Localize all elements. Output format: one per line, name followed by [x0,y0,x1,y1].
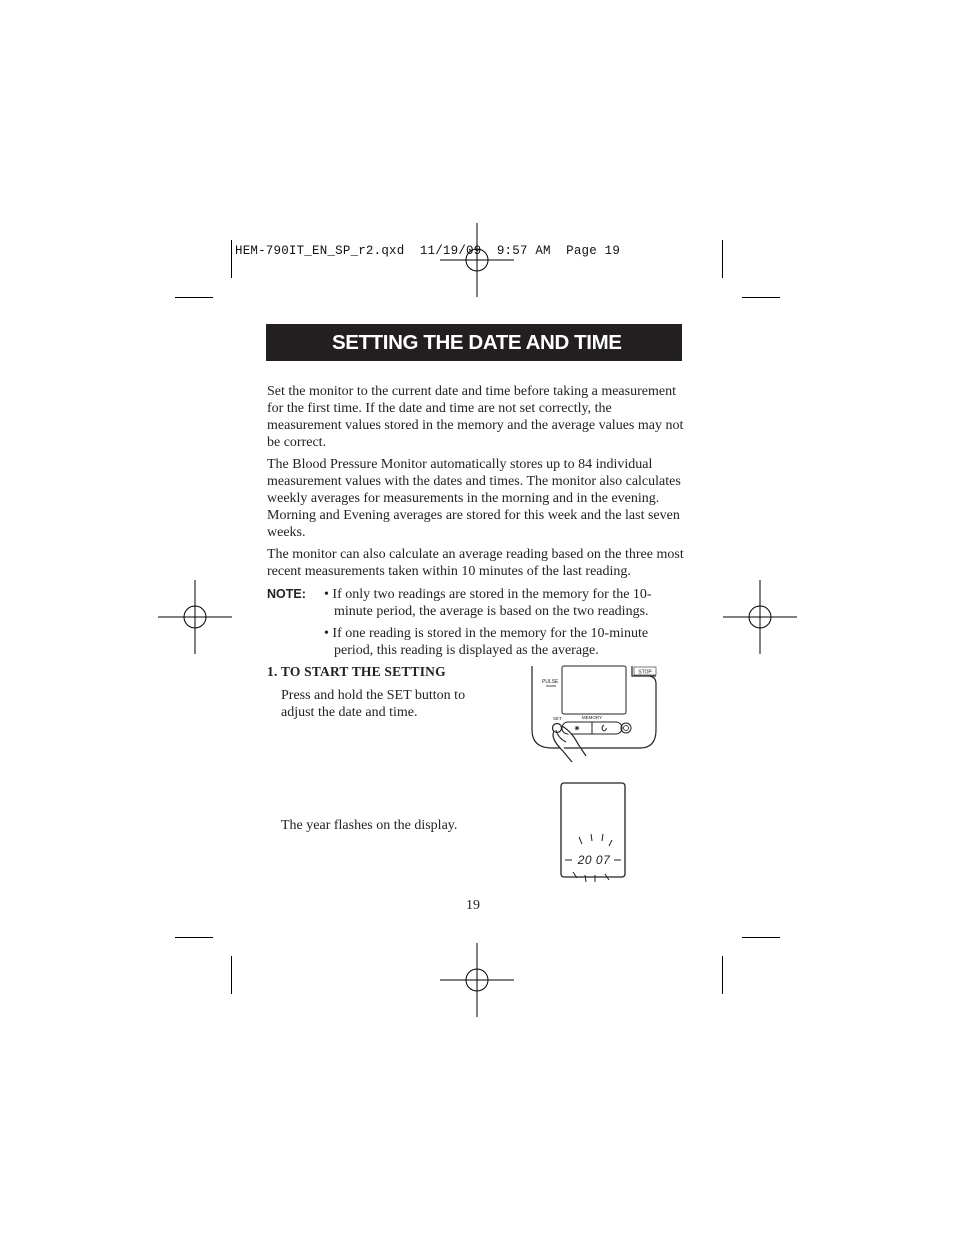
step-result: The year flashes on the display. [281,818,458,833]
registration-mark-icon [723,580,797,654]
section-title: SETTING THE DATE AND TIME [332,331,622,354]
page-number: 19 [466,898,480,913]
year-digits: 20 07 [577,853,611,867]
registration-mark-icon [158,580,232,654]
section-title-bar [266,324,682,361]
crop-mark [742,937,780,938]
step-heading: 1. TO START THE SETTING [267,664,446,679]
lcd-year-display-illustration [559,782,627,886]
crop-mark [742,297,780,298]
print-slug-line: HEM-790IT_EN_SP_r2.qxd 11/19/09 9:57 AM Page 19 [235,244,621,258]
pulse-label: PULSE [542,679,559,685]
crop-mark [175,297,213,298]
storage-paragraph: The Blood Pressure Monitor automatically stores up to 84 individual measurement values with the dates and times. The monitor also calculates weekly averages for measurements in the morning and in the evening. Morning and Evening averages are stored for this week and the last seven weeks. [267,457,681,540]
step-instruction: Press and hold the SET button to adjust the date and time. [281,688,466,720]
registration-mark-icon [440,943,514,1017]
crop-mark [231,240,232,278]
monitor-set-button-illustration [528,664,660,768]
registration-mark-icon [440,223,514,297]
svg-text:✷: ✷ [573,724,581,733]
note-bullet: • If one reading is stored in the memory for the 10-minute period, this reading is displayed as the average. [324,626,649,658]
set-label: SET [553,716,562,721]
crop-mark [175,937,213,938]
note-label: NOTE: [267,587,306,601]
crop-mark [231,956,232,994]
average-paragraph: The monitor can also calculate an average reading based on the three most recent measurements taken within 10 minutes of the last reading. [267,547,684,579]
crop-mark [722,240,723,278]
stop-label: STOP [638,669,652,676]
memory-label: MEMORY [581,715,603,720]
intro-paragraph: Set the monitor to the current date and time before taking a measurement for the first time. If the date and time are not set correctly, the measurement values stored in the memory and the average values may not be correct. [267,384,684,450]
crop-mark [722,956,723,994]
note-bullet: • If only two readings are stored in the memory for the 10-minute period, the average is based on the two readings. [324,587,652,619]
